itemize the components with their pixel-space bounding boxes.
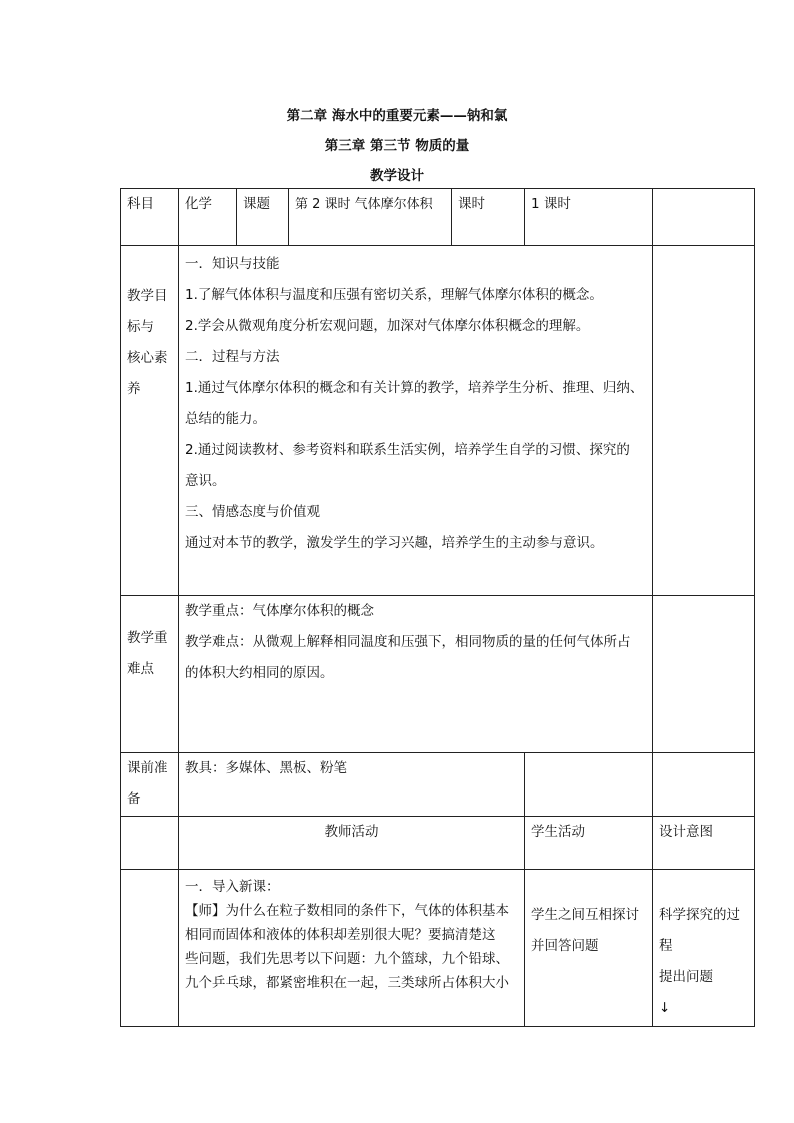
activity-header-row <box>121 817 755 870</box>
teacher-activity-line: 九个乒乓球，都紧密堆积在一起，三类球所占体积大小 <box>185 975 509 991</box>
objectives-label-cell <box>121 246 179 596</box>
prep-content-cell <box>179 753 525 817</box>
objective-line: 通过对本节的教学，激发学生的学习兴趣，培养学生的主动参与意识。 <box>185 535 604 551</box>
objectives-content-cell <box>179 246 653 596</box>
objectives-label-line: 核心素 <box>127 350 168 366</box>
prep-empty-cell-1 <box>525 753 653 817</box>
activity-header-empty-cell <box>121 817 179 870</box>
objectives-row <box>121 246 755 596</box>
activity-content-empty-cell <box>121 870 179 1027</box>
teacher-activity-line: 【师】为什么在粒子数相同的条件下，气体的体积基本 <box>185 903 509 919</box>
objectives-label-line: 教学目 <box>127 288 168 304</box>
teacher-activity-cell <box>179 870 525 1027</box>
prep-label-line: 备 <box>127 791 141 807</box>
teacher-activity-line: 相同而固体和液体的体积却差别很大呢？要搞清楚这 <box>185 927 496 943</box>
prep-row <box>121 753 755 817</box>
prep-label-cell <box>121 753 179 817</box>
design-intent-line: 程 <box>659 938 673 954</box>
key-points-label-cell <box>121 596 179 753</box>
key-points-row <box>121 596 755 753</box>
objective-line: 一．知识与技能 <box>185 256 280 272</box>
hours-value: 1 课时 <box>531 196 571 212</box>
section-title: 第三章 第三节 物质的量 <box>324 138 470 154</box>
subject-label-cell <box>121 189 179 246</box>
key-point-line: 教学难点：从微观上解释相同温度和压强下，相同物质的量的任何气体所占 <box>185 634 631 650</box>
teacher-activity-header-cell <box>179 817 525 870</box>
hours-label-cell <box>452 189 525 246</box>
objectives-label-line: 标与 <box>127 319 154 335</box>
key-point-line: 教学重点：气体摩尔体积的概念 <box>185 603 374 619</box>
design-intent-header-cell <box>653 817 755 870</box>
prep-label-line: 课前准 <box>127 760 168 776</box>
key-points-content-cell <box>179 596 653 753</box>
objective-line: 三、情感态度与价值观 <box>185 504 320 520</box>
objective-line: 二．过程与方法 <box>185 349 280 365</box>
student-activity-line: 学生之间互相探讨 <box>531 907 639 923</box>
activity-content-row <box>121 870 755 1027</box>
key-points-label-line: 难点 <box>127 661 154 677</box>
chapter-title: 第二章 海水中的重要元素——钠和氯 <box>286 108 508 124</box>
objectives-empty-cell <box>653 246 755 596</box>
subject-value-cell <box>179 189 237 246</box>
objective-line: 意识。 <box>185 473 226 489</box>
student-activity-cell <box>525 870 653 1027</box>
student-activity-header-cell <box>525 817 653 870</box>
design-intent-line: 提出问题 <box>659 969 713 985</box>
objective-line: 2.通过阅读教材、参考资料和联系生活实例，培养学生自学的习惯、探究的 <box>185 442 630 458</box>
design-intent-line: 科学探究的过 <box>659 907 740 923</box>
header-empty-cell <box>653 189 755 246</box>
document-title: 教学设计 <box>370 168 424 184</box>
design-intent-cell <box>653 870 755 1027</box>
lesson-plan-table <box>120 188 755 1027</box>
student-activity-line: 并回答问题 <box>531 938 599 954</box>
key-point-line: 的体积大约相同的原因。 <box>185 665 334 681</box>
teacher-activity-line: 些问题，我们先思考以下问题：九个篮球，九个铅球、 <box>185 951 509 967</box>
teacher-activity-line: 一．导入新课： <box>185 879 280 895</box>
topic-value: 第 2 课时 气体摩尔体积 <box>295 197 433 212</box>
objective-line: 2.学会从微观角度分析宏观问题，加深对气体摩尔体积概念的理解。 <box>185 318 590 334</box>
hours-value-cell <box>525 189 653 246</box>
teacher-activity-header: 教师活动 <box>324 824 379 840</box>
subject-value: 化学 <box>185 196 212 212</box>
hours-label: 课时 <box>458 196 485 212</box>
objective-line: 1.通过气体摩尔体积的概念和有关计算的教学，培养学生分析、推理、归纳、 <box>185 380 644 396</box>
key-points-empty-cell <box>653 596 755 753</box>
key-points-label-line: 教学重 <box>127 630 168 646</box>
topic-label: 课题 <box>243 196 270 212</box>
student-activity-header: 学生活动 <box>531 824 585 840</box>
subject-label: 科目 <box>127 196 154 212</box>
topic-label-cell <box>237 189 289 246</box>
down-arrow-icon: ↓ <box>659 1000 671 1016</box>
objective-line: 1.了解气体体积与温度和压强有密切关系，理解气体摩尔体积的概念。 <box>185 287 603 303</box>
objective-line: 总结的能力。 <box>185 411 266 427</box>
prep-empty-cell-2 <box>653 753 755 817</box>
header-row <box>121 189 755 246</box>
objectives-label-line: 养 <box>127 381 141 397</box>
prep-text: 教具：多媒体、黑板、粉笔 <box>185 760 347 776</box>
topic-value-cell <box>289 189 452 246</box>
design-intent-header: 设计意图 <box>659 824 713 840</box>
